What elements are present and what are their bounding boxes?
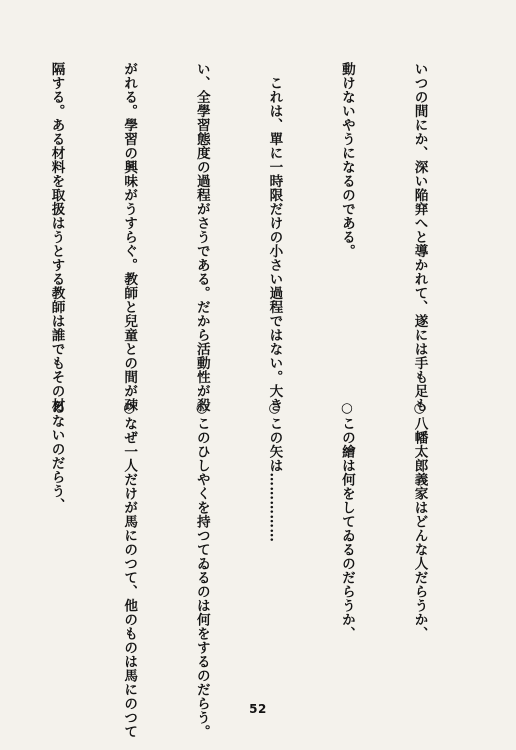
text-line: ○なぜ一人だけが馬にのつて、他のものは馬にのつて xyxy=(121,400,138,739)
text-line: がれる。學習の興味がうすらぐ。教師と兒童との間が疎 xyxy=(121,62,138,412)
upper-text-block xyxy=(0,62,480,412)
text-line: これは、單に一時限だけの小さい過程ではない。大き xyxy=(266,62,283,412)
text-line: ○八幡太郎義家はどんな人だらうか、 xyxy=(411,400,428,641)
text-line: ○この矢は…………… xyxy=(266,400,283,543)
text-line: ゐないのだらう、 xyxy=(48,400,65,512)
text-line: 隔する。ある材料を取扱はうとする教師は誰でもその材 xyxy=(48,62,65,412)
text-line: 動けないやうになるのである。 xyxy=(338,62,355,258)
text-line: ○この繪は何をしてゐるのだらうか、 xyxy=(338,400,355,641)
text-line: ○このひしやくを持つてゐるのは何をするのだらう。 xyxy=(193,400,210,739)
text-line: いつの間にか、深い陥穽へと導かれて、遂には手も足も xyxy=(411,62,428,412)
text-line: い、全學習態度の過程がさうである。だから活動性が殺 xyxy=(193,62,210,412)
page-number: 52 xyxy=(249,702,267,716)
